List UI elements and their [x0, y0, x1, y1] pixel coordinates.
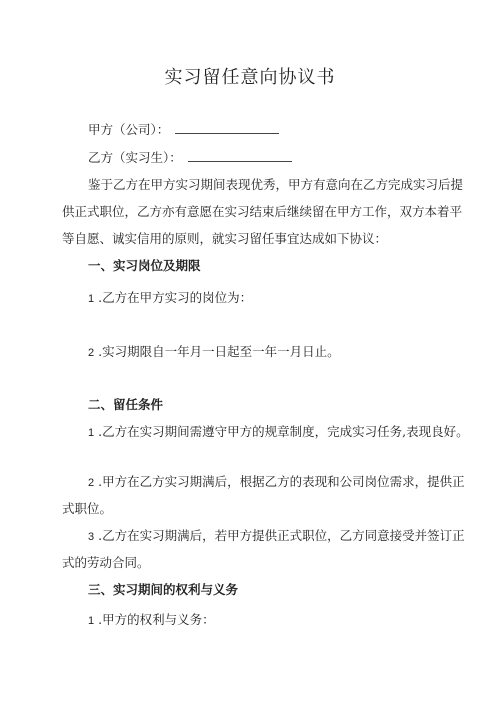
- intro-line-2: 供正式职位，乙方亦有意愿在实习结束后继续留在甲方工作，双方本着平: [62, 204, 463, 219]
- item-text: .乙方在甲方实习的岗位为：: [98, 290, 253, 305]
- section-3-item-1: [88, 611, 215, 630]
- intro-line-3: 等自愿、诚实信用的原则，就实习留任事宜达成如下协议：: [62, 231, 388, 246]
- section-1-heading: 一、实习岗位及期限: [88, 258, 201, 273]
- item-number: 1: [88, 427, 95, 439]
- party-a-blank: [175, 121, 279, 134]
- party-b-label: 乙方（实习生）：: [88, 150, 182, 165]
- item-text: .甲方的权利与义务：: [98, 612, 215, 627]
- section-2-item-2: [88, 473, 465, 492]
- item-number: 1: [88, 615, 95, 627]
- party-a-label: 甲方（公司）：: [88, 122, 170, 137]
- section-2-heading: 二、留任条件: [88, 397, 164, 412]
- section-1-item-2: [88, 343, 340, 362]
- item-number: 2: [88, 477, 95, 489]
- item-number: 1: [88, 293, 95, 305]
- item-text: .甲方在乙方实习期满后，根据乙方的表现和公司岗位需求，提供正: [98, 474, 465, 489]
- section-2-item-1: [88, 423, 469, 442]
- party-a-line: [88, 121, 279, 139]
- section-2-item-2-cont: 式职位。: [62, 501, 113, 516]
- party-b-blank: [188, 149, 292, 162]
- party-b-line: [88, 149, 292, 167]
- item-number: 3: [88, 531, 95, 543]
- section-2-item-3: [88, 527, 465, 546]
- intro-line-1: 鉴于乙方在甲方实习期间表现优秀，甲方有意向在乙方完成实习后提: [88, 177, 464, 192]
- item-number: 2: [88, 347, 95, 359]
- section-3-heading: 三、实习期间的权利与义务: [88, 582, 239, 597]
- item-text: .实习期限自一年月一日起至一年一月日止。: [98, 344, 340, 359]
- item-text: .乙方在实习期满后，若甲方提供正式职位，乙方同意接受并签订正: [98, 528, 465, 543]
- section-2-item-3-cont: 式的劳动合同。: [62, 555, 150, 570]
- document-title: 实习留任意向协议书: [164, 67, 336, 88]
- section-1-item-1: [88, 289, 252, 308]
- item-text: .乙方在实习期间需遵守甲方的规章制度，完成实习任务,表现良好。: [98, 424, 469, 439]
